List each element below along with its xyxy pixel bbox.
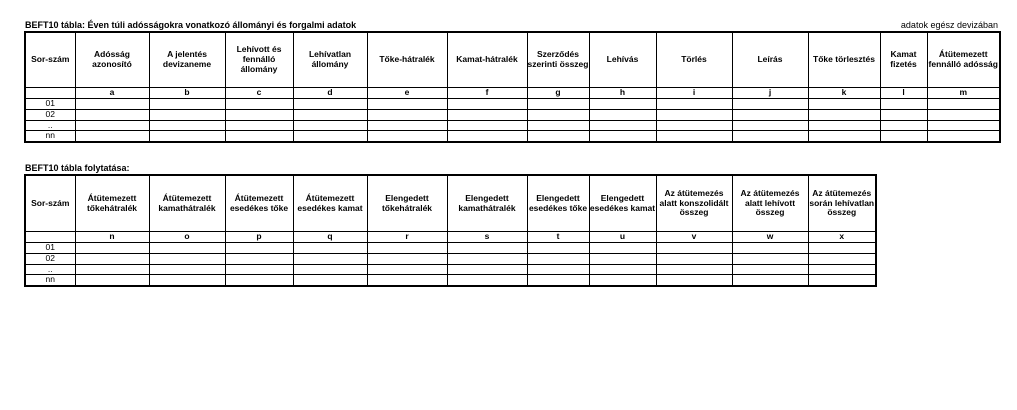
letter-cell: l (880, 88, 927, 99)
letter-cell: k (808, 88, 880, 99)
letter-cell: c (225, 88, 293, 99)
header-adossag-azonosito: Adósság azonosító (75, 32, 149, 88)
header-atutemezett-adossag: Átütemezett fennálló adósság (927, 32, 1000, 88)
row-number: 02 (25, 109, 75, 120)
letter-cell: h (589, 88, 656, 99)
letter-cell: o (149, 232, 225, 243)
row-number: 01 (25, 99, 75, 110)
header-lehivott-allomany: Lehívott és fennálló állomány (225, 32, 293, 88)
row-number: .. (25, 120, 75, 131)
header-atutemezett-esedekes-toke: Átütemezett esedékes tőke (225, 175, 293, 232)
table2 (24, 174, 877, 287)
letter-cell: w (732, 232, 808, 243)
row-number: nn (25, 131, 75, 142)
letter-cell (25, 232, 75, 243)
table-row (25, 120, 1000, 131)
table-row (25, 253, 876, 264)
header-atutemezett-kamathatralek: Átütemezett kamathátralék (149, 175, 225, 232)
letter-cell (25, 88, 75, 99)
header-elengedett-tokehatralek: Elengedett tőkehátralék (367, 175, 447, 232)
table1 (24, 31, 1001, 143)
letter-cell: d (293, 88, 367, 99)
header-kamat-fizetes: Kamat fizetés (880, 32, 927, 88)
table-row (25, 243, 876, 254)
letter-cell: s (447, 232, 527, 243)
header-tokehatralek: Tőke-hátralék (367, 32, 447, 88)
letter-cell: t (527, 232, 589, 243)
header-devizanem: A jelentés devizaneme (149, 32, 225, 88)
header-sorszam: Sor-szám (25, 32, 75, 88)
header-elengedett-esedekes-toke: Elengedett esedékes tőke (527, 175, 589, 232)
letter-cell: m (927, 88, 1000, 99)
letter-cell: g (527, 88, 589, 99)
header-szerzodes-osszeg: Szerződés szerinti összeg (527, 32, 589, 88)
header-lehivatlan-osszeg: Az átütemezés során lehívatlan összeg (808, 175, 876, 232)
letter-cell: p (225, 232, 293, 243)
letter-cell: u (589, 232, 656, 243)
letter-cell: a (75, 88, 149, 99)
letter-cell: n (75, 232, 149, 243)
table-row (25, 109, 1000, 120)
row-number: .. (25, 264, 75, 275)
table-row (25, 275, 876, 286)
letter-cell: v (656, 232, 732, 243)
letter-cell: f (447, 88, 527, 99)
table2-title: BEFT10 tábla folytatása: (25, 163, 130, 173)
letter-cell: b (149, 88, 225, 99)
table-row (25, 264, 876, 275)
letter-cell: e (367, 88, 447, 99)
row-number: 01 (25, 243, 75, 254)
table-row (25, 131, 1000, 142)
header-konszolidalt-osszeg: Az átütemezés alatt konszolidált összeg (656, 175, 732, 232)
letter-cell: x (808, 232, 876, 243)
header-elengedett-esedekes-kamat: Elengedett esedékes kamat (589, 175, 656, 232)
letter-cell: j (732, 88, 808, 99)
header-toke-torlesztes: Tőke törlesztés (808, 32, 880, 88)
table1-header-row (25, 32, 1000, 88)
table2-header-row (25, 175, 876, 232)
row-number: nn (25, 275, 75, 286)
header-sorszam: Sor-szám (25, 175, 75, 232)
header-lehivas: Lehívás (589, 32, 656, 88)
header-lehivatlan-allomany: Lehívatlan állomány (293, 32, 367, 88)
table2-letter-row (25, 232, 876, 243)
row-number: 02 (25, 253, 75, 264)
letter-cell: r (367, 232, 447, 243)
header-elengedett-kamathatralek: Elengedett kamathátralék (447, 175, 527, 232)
letter-cell: q (293, 232, 367, 243)
header-atutemezett-tokehatralek: Átütemezett tőkehátralék (75, 175, 149, 232)
header-leiras: Leírás (732, 32, 808, 88)
header-lehivott-osszeg: Az átütemezés alatt lehívott összeg (732, 175, 808, 232)
table-row (25, 99, 1000, 110)
header-atutemezett-esedekes-kamat: Átütemezett esedékes kamat (293, 175, 367, 232)
header-torles: Törlés (656, 32, 732, 88)
letter-cell: i (656, 88, 732, 99)
header-kamathatralek: Kamat-hátralék (447, 32, 527, 88)
table1-letter-row (25, 88, 1000, 99)
currency-note: adatok egész devizában (900, 20, 998, 30)
table1-title: BEFT10 tábla: Éven túli adósságokra vonatkozó állományi és forgalmi adatok (25, 20, 357, 30)
